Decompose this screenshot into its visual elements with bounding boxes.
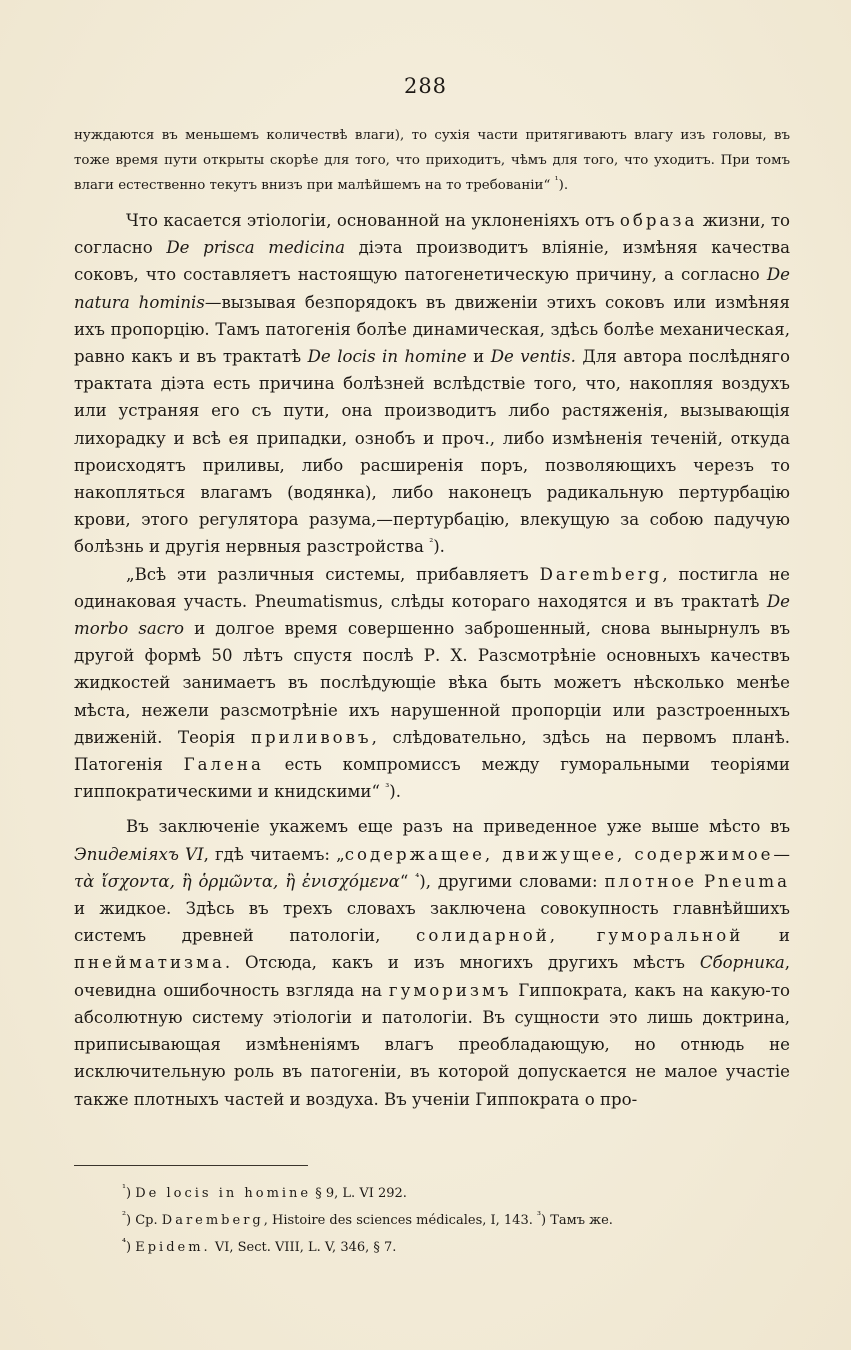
italic-title: De ventis. — [490, 347, 576, 367]
spaced-text: приливовъ — [251, 727, 372, 747]
italic-title: De natura hominis — [74, 265, 790, 312]
text-run: Что касается этіологіи, основанной на уклоненіяхъ отъ — [126, 211, 620, 230]
footnote-ref-2: ² — [429, 537, 434, 549]
italic-title: De prisca medicina — [166, 238, 345, 258]
main-text — [74, 207, 790, 1113]
footnote-1: $^{^1}$) De locis in homine § 9, L. VI 292. — [122, 1183, 407, 1201]
footnote-number: ² — [122, 1210, 127, 1222]
italic-title: Сборника — [699, 953, 785, 973]
footnote-number: ³ — [536, 1210, 541, 1222]
quote-line-3: При томъ влаги естественно текутъ внизъ при малѣйшемъ на то требованіи“ — [74, 153, 791, 193]
text-run: , постигла не одинаковая участь. Pneumatismus, слѣды котораго находятся и въ трактатѣ — [74, 564, 790, 611]
text-run: жизни, то согласно — [74, 211, 790, 258]
paragraph-conclusion — [74, 813, 790, 1112]
quote-continuation — [74, 123, 790, 198]
footnote-number: ¹ — [122, 1183, 127, 1195]
spaced-text: гуморизмъ — [388, 980, 512, 1000]
page-number: 288 — [403, 74, 448, 98]
quote-line-2: въ тоже время пути открыты скорѣе для того, что приходитъ, чѣмъ для того, что уходитъ. — [74, 128, 790, 168]
footnote-text: Cp. — [131, 1213, 162, 1228]
spaced-text: солидарной, гуморальной — [416, 926, 744, 946]
text-run: Для автора послѣдняго трактата діэта есть причина болѣзней вслѣдствіе того, что, накопляя воздухъ или устраняя его съ пути, она производитъ либо растяженія, вызывающія лихорадку и всѣ ея припадки, ознобъ и проч., либо измѣненія теченій, откуда происходятъ приливы, либо расширенія поръ, позволяющихъ черезъ то накопляться влагамъ (водянка), либо наконецъ радикальную пертурбацію крови, этого регулятора разума,—пертурбацію, влекущую за собою падучую болѣзнь и другія нервныя разстройства — [74, 347, 790, 557]
text-run — [697, 872, 704, 891]
footnote-ref-1: ¹ — [554, 175, 559, 187]
paragraph-etiology — [74, 207, 790, 561]
paragraph-daremberg — [74, 561, 790, 806]
footnote-number: ⁴ — [122, 1237, 127, 1249]
text-run: „Всѣ эти различныя системы, прибавляетъ — [126, 564, 540, 584]
text-run: ). — [433, 537, 445, 557]
spaced-text: Галена — [183, 755, 264, 775]
footnote-text: § 9, L. VI 292. — [311, 1186, 407, 1201]
spaced-text: Daremberg — [539, 564, 663, 584]
spaced-text: Pneuma — [704, 871, 790, 891]
footnote-2-3: $^{^2}$) Cp. Daremberg, Histoire des sciences médicales, I, 143. $^{^3}$) Тамъ же. — [122, 1210, 613, 1228]
text-run: діэта производитъ вліяніе, измѣняя качества соковъ, что составляетъ настоящую патогенетическую причину, а согласно — [74, 238, 790, 285]
quote-line-3-end: ). — [558, 178, 569, 193]
text-run: и — [466, 347, 491, 367]
footnote-text: ) Тамъ же. — [541, 1213, 613, 1228]
spaced-text: De locis in homine — [135, 1186, 312, 1201]
footnote-text: VI, Sect. VIII, L. V, 346, § 7. — [210, 1240, 397, 1255]
spaced-text: содержащее, движущее, содержимое — [344, 844, 774, 864]
text-run: и жидкое. Здѣсь въ трехъ словахъ заключена совокупность главнѣйшихъ системъ древней патологіи, — [74, 899, 790, 946]
text-run: , очевидна ошибочность взгляда на — [74, 953, 790, 1000]
quote-line-1: нуждаются въ меньшемъ количествѣ влаги), то сухія части притягиваютъ влагу изъ головы, — [74, 128, 767, 143]
text-run: —вызывая безпорядокъ въ движеніи этихъ соковъ или измѣняя ихъ пропорцію. Тамъ патогенія болѣе динамическая, здѣсь болѣе механическая, равно какъ и въ трактатѣ — [74, 292, 790, 367]
quote-text — [74, 123, 790, 198]
text-run: ). — [389, 782, 402, 802]
text-run: Въ заключеніе укажемъ еще разъ на приведенное уже выше мѣсто въ — [126, 817, 790, 837]
italic-title: De locis in homine — [307, 347, 467, 367]
spaced-text: Daremberg — [161, 1213, 264, 1228]
text-run: . Отсюда, какъ и изъ многихъ другихъ мѣстъ — [224, 953, 700, 973]
footnote-ref-4: ⁴ — [415, 872, 420, 884]
text-run: “ — [399, 871, 416, 891]
text-run: Гиппократа, какъ на какую-то абсолютную систему этіологіи и патологіи. Въ сущности это лишь доктрина, приписывающая измѣненіямъ влагъ преобладающую, но отнюдь не исключительную роль въ патогеніи, въ которой допускается не малое участіе также плотныхъ частей и воздуха. Въ ученіи Гиппократа о про- — [74, 980, 790, 1109]
text-run: есть компромиссъ между гуморальными теоріями гиппократическими и книдскими“ — [74, 755, 790, 802]
italic-title: De morbo sacro — [74, 591, 790, 639]
italic-title: Эпидеміяхъ VI — [74, 844, 204, 864]
spaced-text: пнейматизма — [74, 953, 225, 973]
footnote-text: , Histoire des sciences médicales, I, 143. — [263, 1213, 537, 1228]
footnote-ref-3: ³ — [385, 782, 390, 794]
footnotes — [122, 1180, 782, 1261]
spaced-text: плотное — [604, 871, 698, 891]
text-run: и — [743, 926, 790, 946]
footnote-divider — [74, 1165, 308, 1166]
greek-quote: τὰ ἴσχοντα, ἢ ὁρμῶντα, ἢ ἐνισχόμενα — [74, 871, 400, 891]
text-run: ), другими словами: — [419, 871, 605, 891]
text-run: , слѣдовательно, здѣсь на первомъ планѣ. Патогенія — [74, 727, 790, 775]
text-run: — — [773, 844, 791, 864]
footnote-4: $^{^4}$) Epidem. VI, Sect. VIII, L. V, 346, § 7. — [122, 1237, 397, 1255]
spaced-text: образа — [619, 211, 698, 230]
spaced-text: Epidem. — [135, 1240, 211, 1255]
text-run: и долгое время совершенно заброшенный, снова вынырнулъ въ другой формѣ 50 лѣтъ спустя послѣ Р. Х. Разсмотрѣніе основныхъ качествъ жидкостей занимаетъ въ послѣдующіе вѣка быть можетъ нѣсколько менѣе мѣста, нежели разсмотрѣніе ихъ нарушенной пропорціи или разстроенныхъ движеній. Теорія — [74, 619, 790, 747]
text-run: , гдѣ читаемъ: „ — [203, 844, 345, 864]
